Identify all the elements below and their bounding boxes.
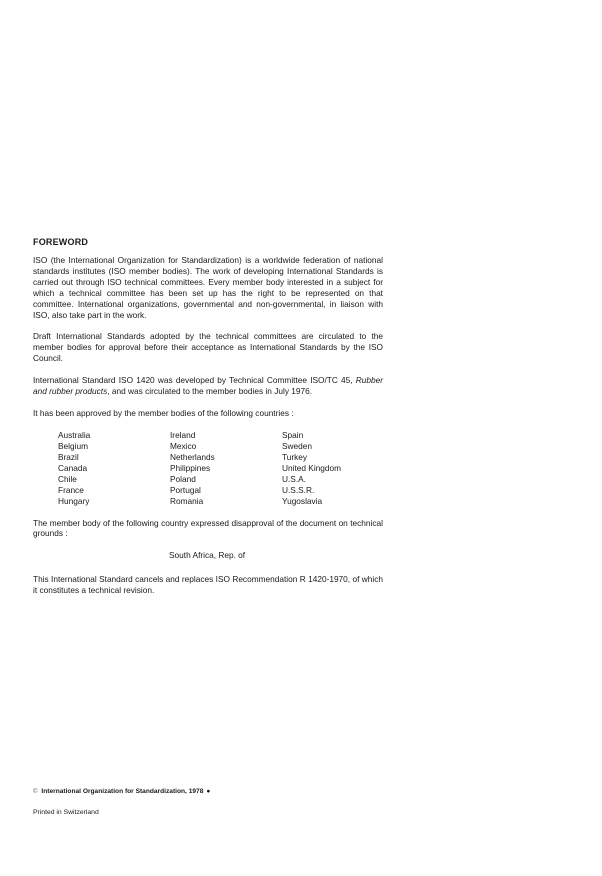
country-name: Sweden xyxy=(282,440,312,451)
country-name: Poland xyxy=(170,474,196,485)
approving-countries-list xyxy=(58,430,383,508)
country-name: Turkey xyxy=(282,452,308,463)
draft-standards-paragraph: Draft International Standards adopted by the technical committees are circulated to the member bodies for approval before their acceptance as International Standards by the ISO Council. xyxy=(33,331,383,364)
disapproving-country: South Africa, Rep. of xyxy=(169,550,246,561)
development-paragraph xyxy=(33,375,383,397)
country-name: Ireland xyxy=(170,429,196,440)
country-name: Belgium xyxy=(58,440,88,451)
development-text-end: , and was circulated to the member bodies in July 1976. xyxy=(107,386,313,397)
development-text-start: International Standard ISO 1420 was developed by Technical Committee ISO/TC 45, xyxy=(33,375,356,386)
country-name: Netherlands xyxy=(170,452,215,463)
countries-column-2 xyxy=(170,430,282,508)
printed-in-line: Printed in Switzerland xyxy=(33,809,99,816)
country-name: Brazil xyxy=(58,452,79,463)
country-name: Yugoslavia xyxy=(282,496,323,507)
countries-column-3 xyxy=(282,430,394,508)
countries-column-1 xyxy=(58,430,170,508)
country-name: Romania xyxy=(170,496,204,507)
country-name: Philippines xyxy=(170,463,211,474)
country-name: Canada xyxy=(58,463,88,474)
country-name: Chile xyxy=(58,474,77,485)
country-name: France xyxy=(58,485,84,496)
country-name: Spain xyxy=(282,429,304,440)
country-name: United Kingdom xyxy=(282,463,342,474)
country-name: U.S.S.R. xyxy=(282,485,315,496)
country-name: Hungary xyxy=(58,496,90,507)
country-name: U.S.A. xyxy=(282,474,306,485)
approval-paragraph: It has been approved by the member bodies of the following countries : xyxy=(33,407,294,418)
country-name: Mexico xyxy=(170,440,197,451)
committee-title: Rubber and rubber products xyxy=(33,375,383,397)
copyright-symbol: © xyxy=(33,789,38,795)
bullet-icon: ● xyxy=(206,788,211,795)
foreword-section xyxy=(33,237,383,607)
copyright-text: International Organization for Standardization, 1978 xyxy=(41,788,204,795)
revision-paragraph: This International Standard cancels and replaces ISO Recommendation R 1420-1970, of which it constitutes a technical revision. xyxy=(33,574,383,596)
disapproval-paragraph: The member body of the following country expressed disapproval of the document on technical grounds : xyxy=(33,517,383,539)
foreword-heading: FOREWORD xyxy=(33,237,89,247)
copyright-line xyxy=(33,788,210,795)
country-name: Australia xyxy=(58,429,91,440)
country-name: Portugal xyxy=(170,485,201,496)
intro-paragraph: ISO (the International Organization for Standardization) is a worldwide federation of national standards institutes (ISO member bodies). The work of developing International Standards is carried out through ISO technical committees. Every member body interested in a subject for which a technical committee has been set up has the right to be represented on that committee. International organizations, governmental and non-governmental, in liaison with ISO, also take part in the work. xyxy=(33,255,383,320)
